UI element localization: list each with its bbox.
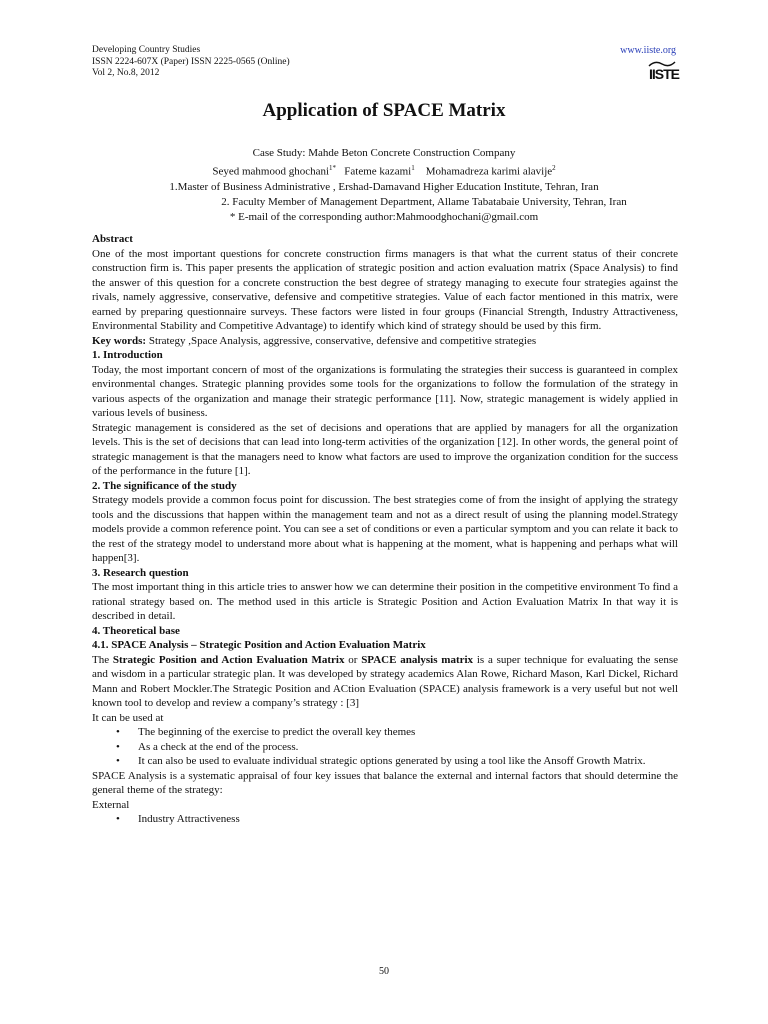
list-item	[116, 812, 678, 827]
journal-header-right	[620, 45, 680, 87]
journal-issn: ISSN 2224-607X (Paper) ISSN 2225-0565 (Online)	[92, 56, 290, 67]
used-at-line: It can be used at	[92, 711, 164, 724]
keywords-text: Strategy ,Space Analysis, aggressive, conservative, defensive and competitive strategies	[146, 334, 537, 347]
external-list	[92, 812, 678, 827]
list-item-text: The beginning of the exercise to predict the overall key themes	[138, 726, 416, 738]
list-item-text: It can also be used to evaluate individual strategic options generated by using a tool like the Ansoff Growth Matrix.	[138, 755, 646, 767]
author-sup: 1*	[329, 164, 337, 172]
keywords-label: Key words:	[92, 334, 147, 347]
intro-paragraph-2: Strategic management is considered as the set of decisions and operations that are applied by managers for all the organization levels. This is the set of decisions that can lead into long-term activities of the organization [12]. In other words, the general point of strategic management is that the managers need to know what factors are used to improve the organization condition for the success of the performance in the future [1].	[92, 421, 678, 477]
space-intro-paragraph	[92, 653, 678, 711]
research-question-paragraph: The most important thing in this article tries to answer how we can determine their position in the competitive environment To find a rational strategy based on. The method used in this article is Strategic Position and Action Evaluation Matrix In that way it is described in detail.	[92, 581, 678, 622]
author-block	[100, 146, 668, 225]
affiliation-1: 1.Master of Business Administrative , Ershad-Damavand Higher Education Institute, Tehran, Iran	[169, 180, 599, 193]
journal-header	[92, 45, 290, 80]
significance-paragraph: Strategy models provide a common focus point for discussion. The best strategies come of from the insight of applying the strategy tools and the discussions that happen within the management team and not as a direct result of using the planning model.Strategy models provide a common reference point. You can see a set of conditions or even a particular symptom and you can relate it back to the rest of the strategy model to understand more about what is happening at the moment, what is happening and perhaps what will happen[3].	[92, 494, 678, 564]
section-heading-significance: 2. The significance of the study	[92, 479, 237, 492]
bullet-icon: •	[116, 726, 120, 738]
page-number: 50	[379, 966, 389, 977]
affiliation-2: 2. Faculty Member of Management Department, Allame Tabatabaie University, Tehran, Iran	[221, 195, 627, 208]
author-name: Mohamadreza karimi alavije	[425, 165, 553, 178]
journal-url[interactable]: www.iiste.org	[620, 45, 676, 56]
bold-term: SPACE analysis matrix	[361, 653, 474, 666]
paper-title: Application of SPACE Matrix	[262, 100, 506, 121]
text-run: The	[92, 653, 113, 666]
space-analysis-paragraph: SPACE Analysis is a systematic appraisal of four key issues that balance the external and internal factors that should determine the general theme of the strategy:	[92, 769, 678, 796]
usage-list	[92, 725, 678, 769]
author-name: Seyed mahmood ghochani	[212, 165, 330, 178]
abstract-heading: Abstract	[92, 233, 133, 245]
journal-name: Developing Country Studies	[92, 45, 201, 55]
case-study-line: Case Study: Mahde Beton Concrete Construction Company	[252, 147, 516, 159]
list-item-text: As a check at the end of the process.	[138, 740, 299, 753]
list-item	[116, 754, 678, 769]
author-sup: 2	[552, 164, 556, 172]
bold-term: Strategic Position and Action Evaluation Matrix	[112, 653, 345, 666]
journal-volume: Vol 2, No.8, 2012	[92, 68, 160, 78]
author-sup: 1	[411, 164, 415, 172]
external-label: External	[92, 798, 130, 811]
corresponding-email: * E-mail of the corresponding author:Mahmoodghochani@gmail.com	[229, 210, 539, 223]
text-run: or	[344, 653, 362, 666]
author-line	[100, 161, 668, 180]
list-item	[116, 725, 678, 740]
text-run: is a super technique for evaluating the sense and wisdom in a particular strategic plan. It was developed by strategy academics Alan Rowe, Richard Mason, Karl Dickel, Richard Mann and Robert Mockler.The Strategic Position and ACtion Evaluation (SPACE) analysis framework is a very useful but not well known tool to develop and review a company’s strategy : [3]	[92, 653, 678, 709]
intro-paragraph-1: Today, the most important concern of most of the organizations is formulating the strategies their success is guaranteed in complex environmental changes. Strategic planning provides some tools for the organizations to follow the formulation of the strategy in various aspects of the organization and manage their strategic performance [11]. Now, strategic management is widely applied in various levels of business.	[92, 363, 678, 419]
abstract-text: One of the most important questions for concrete construction firms managers is that what the current status of their concrete construction firm is. This paper presents the application of strategic position and action evaluation matrix (Space Analysis) to find the answer of this question for a concrete construction the best degree of strategy managing to execute four strategies against the rivals, namely aggressive, conservative, defensive and competitive strategies. Value of each factor mentioned in this matrix, were earned by preparing questionnaire surveys. These factors were listed in four groups (Financial Strength, Industry Attractiveness, Environmental Stability and Competitive Advantage) to identify which kind of strategy should be used by this firm.	[92, 247, 678, 332]
section-heading-introduction: 1. Introduction	[92, 349, 163, 361]
section-heading-research-question: 3. Research question	[92, 566, 189, 579]
bullet-icon: •	[116, 813, 120, 825]
logo-text: IISTE	[649, 66, 680, 82]
list-item	[116, 740, 678, 755]
bullet-icon: •	[116, 740, 120, 753]
keywords-line	[92, 334, 678, 349]
author-name: Fateme kazami	[344, 165, 412, 178]
paper-body	[92, 232, 678, 827]
iiste-logo	[648, 60, 680, 82]
list-item-text: Industry Attractiveness	[138, 813, 240, 825]
subsection-heading-space: 4.1. SPACE Analysis – Strategic Position and Action Evaluation Matrix	[92, 639, 426, 651]
bullet-icon: •	[116, 755, 120, 767]
section-heading-theoretical-base: 4. Theoretical base	[92, 624, 180, 637]
